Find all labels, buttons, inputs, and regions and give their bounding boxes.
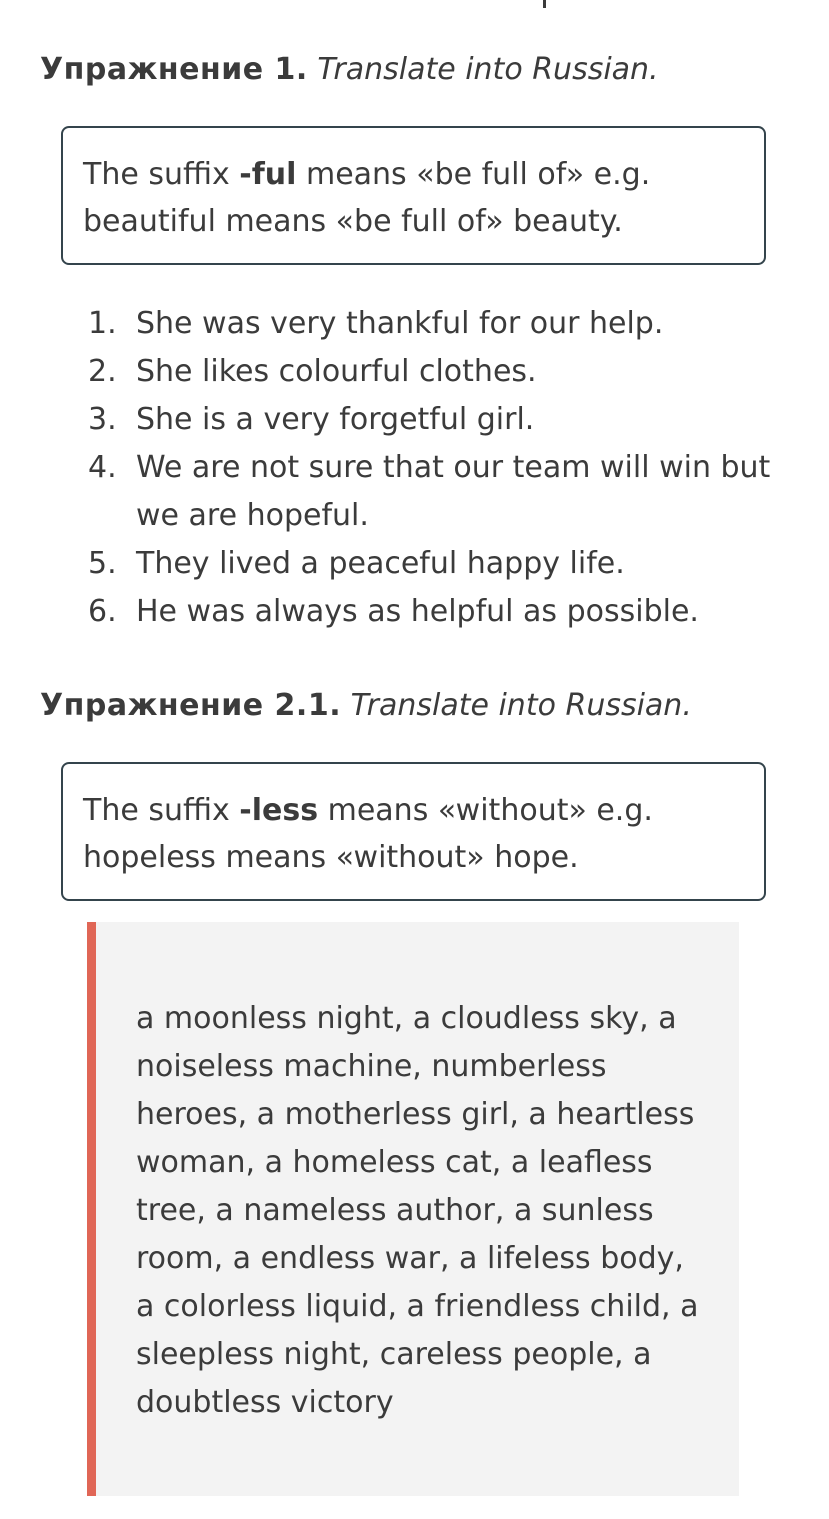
rule-1-line1-rest: means «be full of» e.g. xyxy=(296,157,651,192)
list-item-text: She likes colourful clothes. xyxy=(136,354,537,389)
list-item xyxy=(0,348,829,396)
exercise-1-label: Упражнение 1. xyxy=(40,52,308,87)
phrases-text: a moonless night, a cloudless sky, a noiseless machine, numberless heroes, a motherless girl, a heartless woman, a homeless cat, a leafless tree, a nameless author, a sunless room, a endless war, a lifeless body, a colorless liquid, a friendless child, a sleepless night, careless people, a doubtless victory xyxy=(136,1001,699,1420)
exercise-1-heading xyxy=(40,50,659,90)
list-item-number: 1. xyxy=(88,306,117,341)
rule-2-suffix: -less xyxy=(239,793,319,828)
exercise-2-heading xyxy=(40,686,692,726)
suffix-less-rule-box xyxy=(61,762,766,901)
list-item-number: 3. xyxy=(88,402,117,437)
list-item-number: 4. xyxy=(88,450,117,485)
list-item-text: They lived a peaceful happy life. xyxy=(136,546,625,581)
rule-2-prefix: The suffix xyxy=(83,793,240,828)
list-item-text: He was always as helpful as possible. xyxy=(136,594,699,629)
cropped-text-fragment xyxy=(543,0,546,8)
list-item xyxy=(0,300,829,348)
list-item xyxy=(0,396,829,444)
rule-2-line2: hopeless means «without» hope. xyxy=(83,840,579,875)
list-item-text: She was very thankful for our help. xyxy=(136,306,664,341)
exercise-1-instruction: Translate into Russian. xyxy=(317,52,659,87)
list-item-number: 6. xyxy=(88,594,117,629)
list-item-number: 5. xyxy=(88,546,117,581)
exercise-2-label: Упражнение 2.1. xyxy=(40,688,342,723)
exercise-1-sentence-list xyxy=(0,300,829,636)
rule-1-line2: beautiful means «be full of» beauty. xyxy=(83,204,623,239)
rule-1-suffix: -ful xyxy=(239,157,297,192)
list-item-text: We are not sure that our team will win but we are hopeful. xyxy=(136,450,771,533)
rule-2-line1-rest: means «without» e.g. xyxy=(318,793,653,828)
list-item-number: 2. xyxy=(88,354,117,389)
list-item xyxy=(0,540,829,588)
list-item-text: She is a very forgetful girl. xyxy=(136,402,535,437)
exercise-2-instruction: Translate into Russian. xyxy=(350,688,692,723)
list-item xyxy=(0,588,829,636)
phrases-blockquote xyxy=(87,922,739,1496)
suffix-ful-rule-box xyxy=(61,126,766,265)
rule-1-prefix: The suffix xyxy=(83,157,240,192)
list-item xyxy=(0,444,829,540)
